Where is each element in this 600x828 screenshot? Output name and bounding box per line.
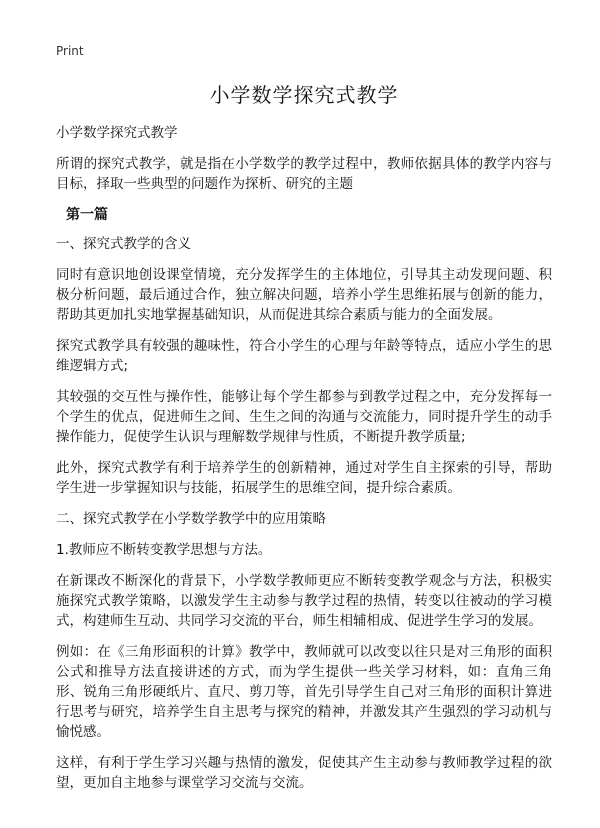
print-link[interactable]: Print	[56, 44, 84, 58]
section-title: 第一篇	[66, 207, 108, 223]
heading-strategy-1: 1.教师应不断转变教学思想与方法。	[56, 542, 272, 558]
paragraph: 这样，有利于学生学习兴趣与热情的激发，促使其产生主动参与教师教学过程的欲望，更加自主地参与课堂学习交流与交流。	[56, 755, 552, 791]
paragraph: 在新课改不断深化的背景下，小学数学教师更应不断转变教学观念与方法，积极实施探究式教学策略，以激发学生主动参与教学过程的热情，转变以往被动的学习模式，构建师生互动、共同学习交流的平台，师生相辅相成、促进学生学习的发展。	[56, 573, 552, 629]
paragraph: 其较强的交互性与操作性，能够让每个学生都参与到教学过程之中，充分发挥每一个学生的优点，促进师生之间、生生之间的沟通与交流能力，同时提升学生的动手操作能力，促使学生认识与理解数学规律与性质，不断提升教学质量;	[56, 389, 552, 445]
intro-paragraph: 所谓的探究式教学，就是指在小学数学的教学过程中，教师依据具体的教学内容与目标，择取一些典型的问题作为探析、研究的主题	[56, 156, 552, 192]
paragraph: 此外，探究式教学有利于培养学生的创新精神，通过对学生自主探索的引导，帮助学生进一步掌握知识与技能，拓展学生的思维空间，提升综合素质。	[56, 460, 552, 496]
document-subtitle: 小学数学探究式教学	[56, 125, 178, 141]
paragraph: 同时有意识地创设课堂情境，充分发挥学生的主体地位，引导其主动发现问题、积极分析问题，最后通过合作，独立解决问题，培养小学生思维拓展与创新的能力，帮助其更加扎实地掌握基础知识，从而促进其综合素质与能力的全面发展。	[56, 267, 552, 323]
document-body	[56, 82, 552, 804]
paragraph: 例如：在《三角形面积的计算》教学中，教师就可以改变以往只是对三角形的面积公式和推导方法直接讲述的方式，而为学生提供一些关学习材料，如：直角三角形、锐角三角形硬纸片、直尺、剪刀等，首先引导学生自己对三角形的面积计算进行思考与研究，培养学生自主思考与探究的精神，并激发其产生强烈的学习动机与愉悦感。	[56, 644, 552, 740]
page-title: 小学数学探究式教学	[209, 83, 399, 107]
heading-meaning: 一、探究式教学的含义	[56, 236, 191, 252]
paragraph: 探究式教学具有较强的趣味性，符合小学生的心理与年龄等特点，适应小学生的思维逻辑方式;	[56, 338, 552, 374]
heading-strategies: 二、探究式教学在小学数学教学中的应用策略	[56, 511, 326, 527]
